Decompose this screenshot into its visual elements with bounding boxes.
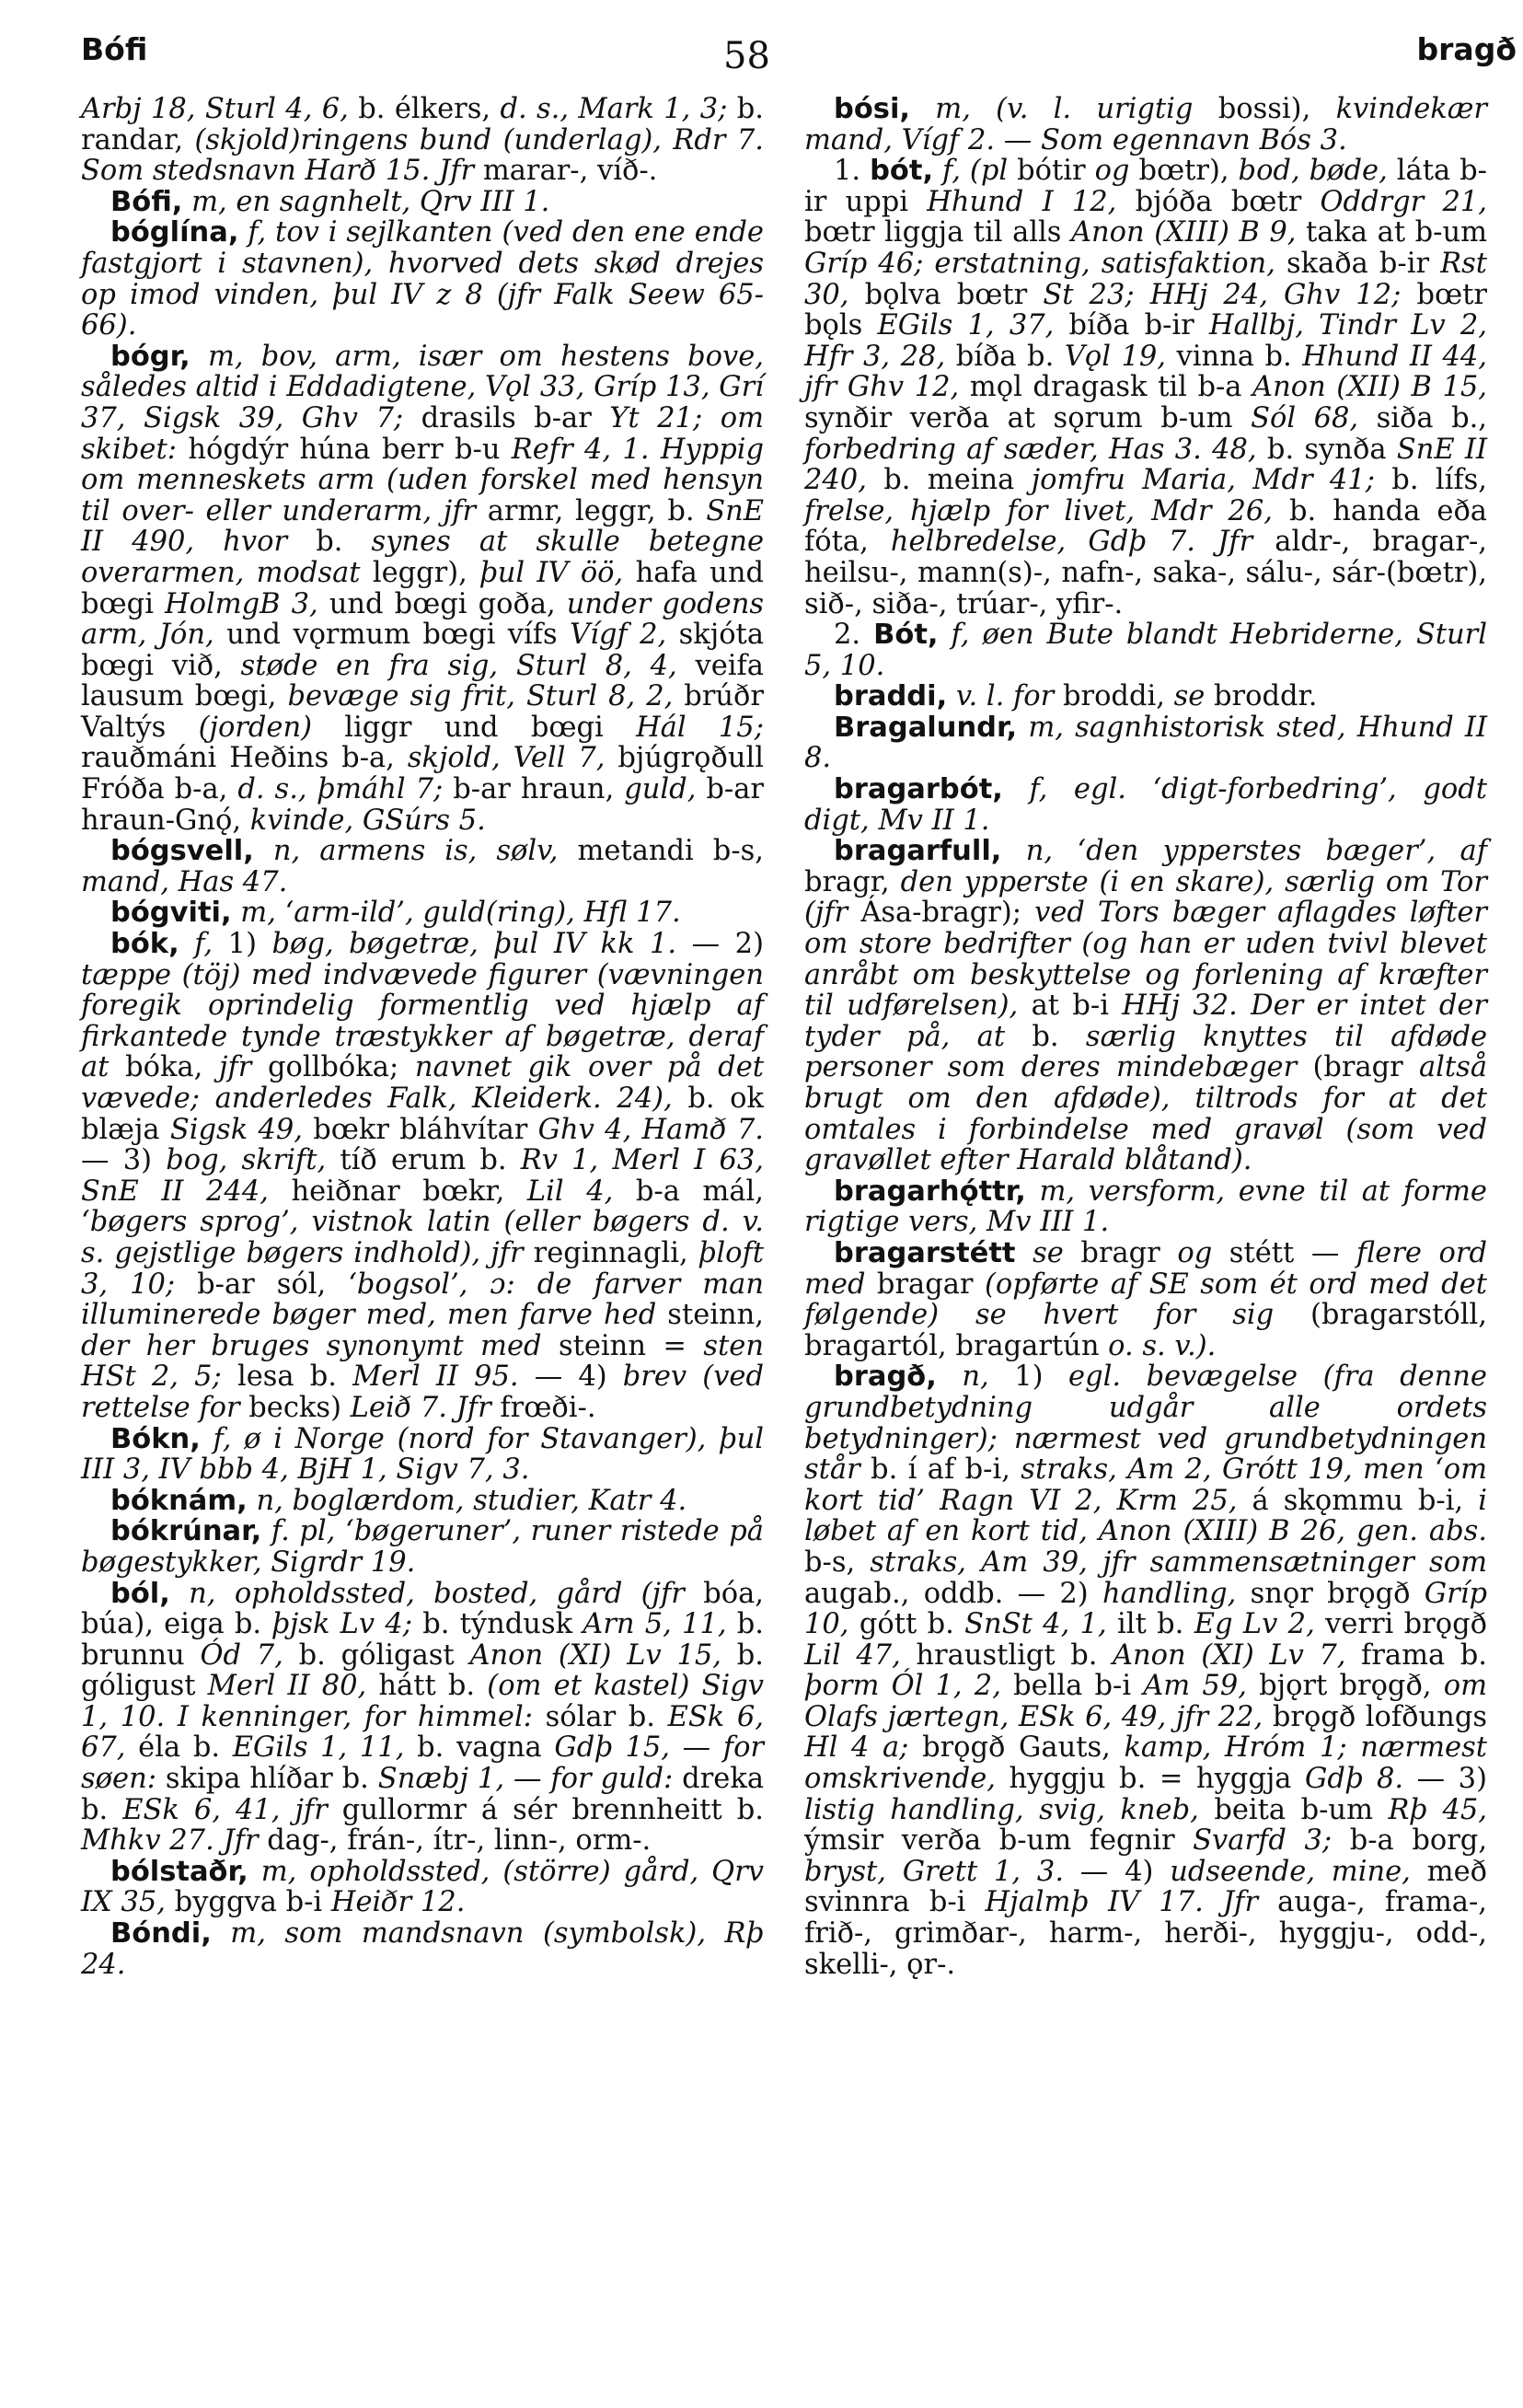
dictionary-entry: bólstaðr, m, opholdssted, (större) gård, Qrv IX 35, byggva b-i Heiðr 12. xyxy=(81,1855,764,1919)
header-left-guideword: Bófi xyxy=(81,31,148,67)
dictionary-entry: bógviti, m, ‘arm-ild’, guld(ring), Hfl 17. xyxy=(110,897,681,930)
dictionary-entry: bóglína, f, tov i sejlkanten (ved den ene ende fastgjort i stavnen), hvorved dets skød drejes op imod vinden, þul IV z 8 (jfr Falk Seew 65-66). xyxy=(81,216,764,342)
left-column xyxy=(81,94,764,1980)
dictionary-entry: Bóndi, m, som mandsnavn (symbolsk), Rþ 24. xyxy=(81,1917,764,1981)
dictionary-entry: bragð, n, 1) egl. bevægelse (fra denne grundbetydning udgår alle ordets betydninger); nærmest ved grundbetydningen står b. í af b-i, straks, Am 2, Grótt 19, men ‘om kort tid’ Ragn VI 2, Krm 25, á skǫmmu b-i, i løbet af en kort tid, Anon (XIII) B 26, gen. abs. b-s, straks, Am 39, jfr sammensætninger som augab., oddb. — 2) handling, snǫr brǫgð Gríp 10, gótt b. SnSt 4, 1, ilt b. Eg Lv 2, verri brǫgð Lil 47, hraustligt b. Anon (XI) Lv 7, frama b. þorm Ól 1, 2, bella b-i Am 59, bjǫrt brǫgð, om Olafs jærtegn, ESk 6, 49, jfr 22, brǫgð lofðungs Hl 4 a; brǫgð Gauts, kamp, Hróm 1; nærmest omskrivende, hyggju b. = hyggja Gdþ 8. — 3) listig handling, svig, kneb, beita b-um Rþ 45, ýmsir verða b-um fegnir Svarfd 3; b-a borg, bryst, Grett 1, 3. — 4) udseende, mine, með svinnra b-i Hjalmþ IV 17. Jfr auga-, frama-, frið-, grimðar-, harm-, herði-, hyggju-, odd-, skelli-, ǫr-. xyxy=(804,1360,1488,1981)
dictionary-entry: ból, n, opholdssted, bosted, gård (jfr bóa, búa), eiga b. þjsk Lv 4; b. týndusk Arn 5, 11, b. brunnu Ód 7, b. góligast Anon (XI) Lv 15, b. góligust Merl II 80, hátt b. (om et kastel) Sigv 1, 10. I kenninger, for himmel: sólar b. ESk 6, 67, éla b. EGils 1, 11, b. vagna Gdþ 15, — for søen: skipa hlíðar b. Snæbj 1, — for guld: dreka b. ESk 6, 41, jfr gullormr á sér brennheitt b. Mhkv 27. Jfr dag-, frán-, ítr-, linn-, orm-. xyxy=(81,1577,765,1858)
dictionary-entry: bóknám, n, boglærdom, studier, Katr 4. xyxy=(110,1484,687,1517)
dictionary-entry: Arbj 18, Sturl 4, 6, b. élkers, d. s., Mark 1, 3; b. randar, (skjold)ringens bund (underlag), Rdr 7. Som stedsnavn Harð 15. Jfr marar-, víð-. xyxy=(81,93,765,188)
dictionary-entry: bragarfull, n, ‘den ypperstes bæger’, af bragr, den ypperste (i en skare), særlig om Tor (jfr Ása-bragr); ved Tors bæger aflagdes løfter om store bedrifter (og han er uden tvivl blevet anråbt om beskyttelse og forlening af kræfter til udførelsen), at b-i HHj 32. Der er intet der tyder på, at b. særlig knyttes til afdøde personer som deres mindebæger (bragr altså brugt om den afdøde), tiltrods for at det omtales i forbindelse med gravøl (som ved gravøllet efter Harald blåtand). xyxy=(804,835,1488,1177)
page-number: 58 xyxy=(723,35,770,77)
dictionary-entry: Bókn, f, ø i Norge (nord for Stavanger), þul III 3, IV bbb 4, BjH 1, Sigv 7, 3. xyxy=(81,1422,764,1487)
dictionary-entry: braddi, v. l. for broddi, se broddr. xyxy=(834,680,1318,713)
dictionary-entry: bragarbót, f, egl. ‘digt-forbedring’, godt digt, Mv II 1. xyxy=(804,773,1487,837)
dictionary-entry: bósi, m, (v. l. urigtig bossi), kvindekær mand, Vígf 2. — Som egennavn Bós 3. xyxy=(804,93,1487,156)
header-right-guideword: bragð xyxy=(1416,31,1517,67)
dictionary-entry: bógsvell, n, armens is, sølv, metandi b-s, mand, Has 47. xyxy=(81,835,764,898)
page-header xyxy=(81,31,1523,87)
dictionary-entry: bók, f, 1) bøg, bøgetræ, þul IV kk 1. — 2) tæppe (töj) med indvævede figurer (vævningen foregik oprindelig formentlig ved hjælp af firkantede tynde træstykker af bøgetræ, deraf at bóka, jfr gollbóka; navnet gik over på det vævede; anderledes Falk, Kleiderk. 24), b. ok blæja Sigsk 49, bœkr bláhvítar Ghv 4, Hamð 7. — 3) bog, skrift, tíð erum b. Rv 1, Merl I 63, SnE II 244, heiðnar bœkr, Lil 4, b-a mál, ‘bøgers sprog’, vistnok latin (eller bøgers d. v. s. gejstlige bøgers indhold), jfr reginnagli, þloft 3, 10; b-ar sól, ‘bogsol’, ɔ: de farver man illuminerede bøger med, men farve hed steinn, der her bruges synonymt med steinn = sten HSt 2, 5; lesa b. Merl II 95. — 4) brev (ved rettelse for becks) Leið 7. Jfr frœði-. xyxy=(81,928,765,1424)
dictionary-entry: 2. Bót, f, øen Bute blandt Hebriderne, Sturl 5, 10. xyxy=(804,619,1488,682)
dictionary-entry: Bragalundr, m, sagnhistorisk sted, Hhund II 8. xyxy=(804,711,1487,775)
dictionary-entry: bókrúnar, f. pl, ‘bøgeruner’, runer ristede på bøgestykker, Sigrdr 19. xyxy=(81,1515,764,1579)
dictionary-entry: Bófi, m, en sagnhelt, Qrv III 1. xyxy=(110,185,550,218)
right-column xyxy=(804,94,1487,1980)
dictionary-entry: 1. bót, f, (pl bótir og bœtr), bod, bøde, láta b-ir uppi Hhund I 12, bjóða bœtr Oddrgr 21, bœtr liggja til alls Anon (XIII) B 9, taka at b-um Gríp 46; erstatning, satisfaktion, skaða b-ir Rst 30, bǫlva bœtr St 23; HHj 24, Ghv 12; bœtr bǫls EGils 1, 37, bíða b-ir Hallbj, Tindr Lv 2, Hfr 3, 28, bíða b. Vǫl 19, vinna b. Hhund II 44, jfr Ghv 12, mǫl dragask til b-a Anon (XII) B 15, synðir verða at sǫrum b-um Sól 68, siða b., forbedring af sæder, Has 3. 48, b. synða SnE II 240, b. meina jomfru Maria, Mdr 41; b. lífs, frelse, hjælp for livet, Mdr 26, b. handa eða fóta, helbredelse, Gdþ 7. Jfr aldr-, bragar-, heilsu-, mann(s)-, nafn-, saka-, sálu-, sár-(bœtr), sið-, siða-, trúar-, yfir-. xyxy=(804,155,1488,620)
dictionary-entry: bragarstétt se bragr og stétt — flere ord med bragar (opførte af SE som ét ord med det følgende) se hvert for sig (bragarstóll, bragartól, bragartún o. s. v.). xyxy=(804,1236,1487,1362)
dictionary-entry: bógr, m, bov, arm, især om hestens bove, således altid i Eddadigtene, Vǫl 33, Gríp 13, Grí 37, Sigsk 39, Ghv 7; drasils b-ar Yt 21; om skibet: hógdýr húna berr b-u Refr 4, 1. Hyppig om menneskets arm (uden forskel med hensyn til over- eller underarm, jfr armr, leggr, b. SnE II 490, hvor b. synes at skulle betegne overarmen, modsat leggr), þul IV öö, hafa und bœgi HolmgB 3, und bœgi goða, under godens arm, Jón, und vǫrmum bœgi vífs Vígf 2, skjóta bœgi við, støde en fra sig, Sturl 8, 4, veifa lausum bœgi, bevæge sig frit, Sturl 8, 2, brúðr Valtýs (jorden) liggr und bœgi Hál 15; rauðmáni Heðins b-a, skjold, Vell 7, bjúgrǫðull Fróða b-a, d. s., þmáhl 7; b-ar hraun, guld, b-ar hraun-Gnǫ́, kvinde, GSúrs 5. xyxy=(81,340,765,837)
dictionary-entry: bragarhǫ́ttr, m, versform, evne til at forme rigtige vers, Mv III 1. xyxy=(804,1175,1487,1239)
